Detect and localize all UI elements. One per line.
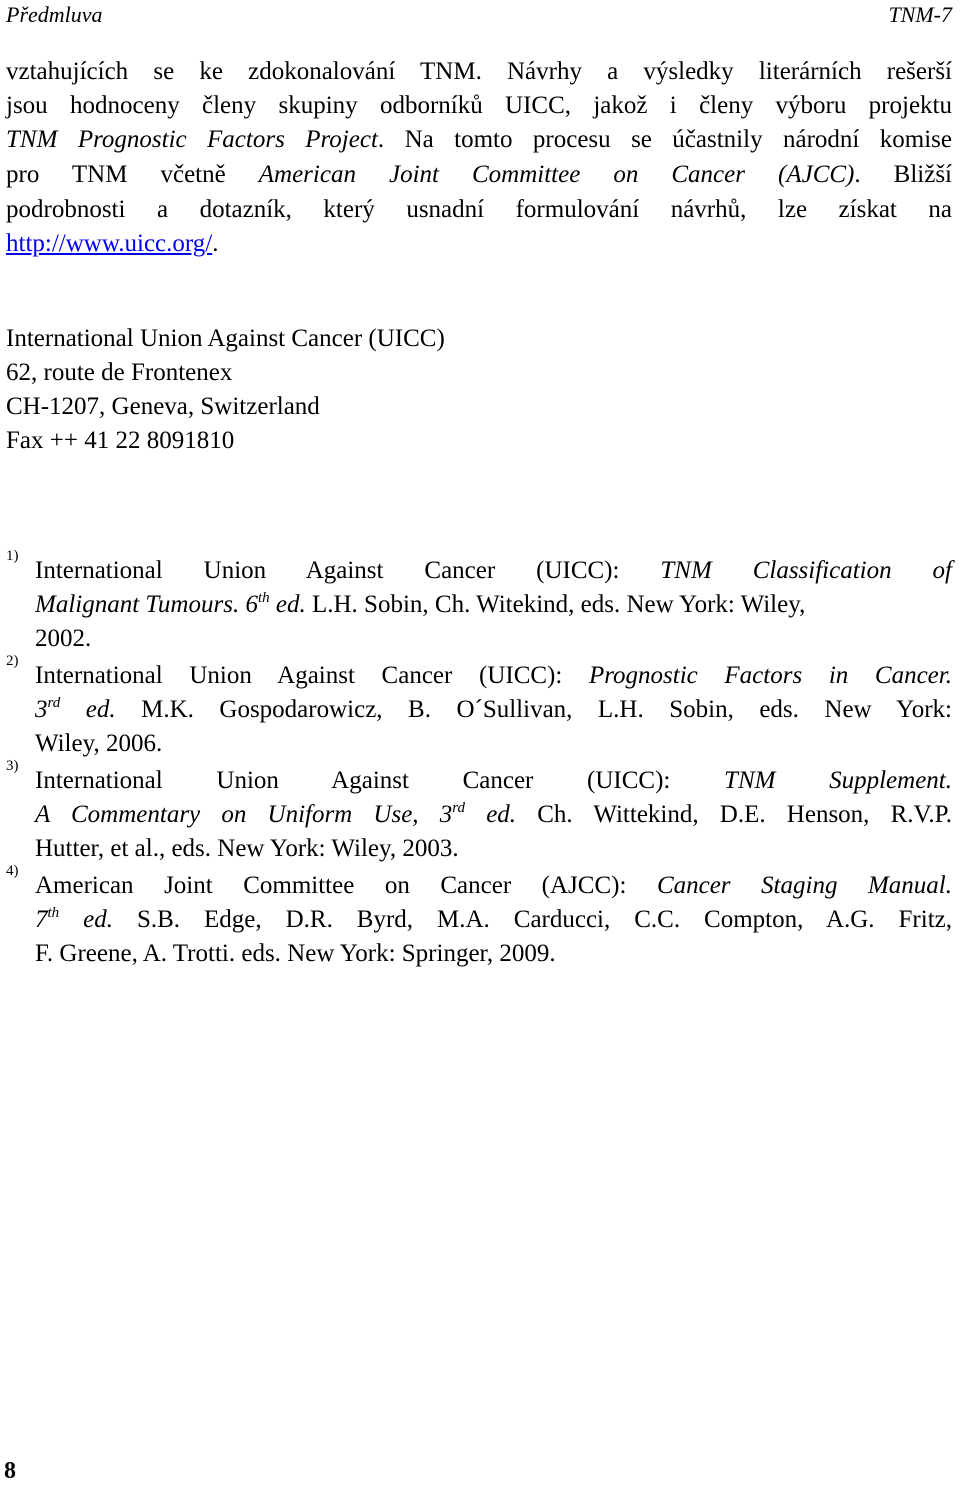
footnote-3-line-2: A Commentary on Uniform Use, 3rd ed. Ch. Wittekind, D.E. Henson, R.V.P. bbox=[35, 800, 952, 828]
header-section-title: Předmluva bbox=[6, 2, 103, 27]
footnote-4-line-2: 7th ed. S.B. Edge, D.R. Byrd, M.A. Carducci, C.C. Compton, A.G. Fritz, bbox=[35, 905, 952, 933]
footnote-3-line-1: International Union Against Cancer (UICC): TNM Supplement. bbox=[35, 767, 953, 794]
footnote-4-line-3: F. Greene, A. Trotti. eds. New York: Springer, 2009. bbox=[35, 940, 556, 967]
uicc-link[interactable]: http://www.uicc.org/ bbox=[6, 230, 213, 257]
footnote-number-1: 1) bbox=[6, 548, 19, 564]
footnote-2-line-3: Wiley, 2006. bbox=[35, 730, 163, 757]
footnote-3-line-3: Hutter, et al., eds. New York: Wiley, 2003. bbox=[35, 835, 459, 862]
footnote-1-line-1: International Union Against Cancer (UICC): TNM Classification of bbox=[35, 557, 952, 584]
footnote-2-line-2: 3rd ed. M.K. Gospodarowicz, B. O´Sullivan, L.H. Sobin, eds. New York: bbox=[35, 695, 952, 723]
header-section-id: TNM-7 bbox=[888, 2, 952, 27]
intro-line-6: http://www.uicc.org/. bbox=[6, 230, 219, 257]
intro-line-1: vztahujících se ke zdokonalování TNM. Návrhy a výsledky literárních rešerší bbox=[6, 58, 952, 85]
intro-line-4: pro TNM včetně American Joint Committee on Cancer (AJCC). Bližší bbox=[6, 161, 952, 188]
address-line-4: Fax ++ 41 22 8091810 bbox=[6, 427, 235, 454]
page-number: 8 bbox=[4, 1458, 16, 1484]
address-line-3: CH-1207, Geneva, Switzerland bbox=[6, 393, 320, 420]
address-line-1: International Union Against Cancer (UICC) bbox=[6, 325, 445, 352]
footnote-number-2: 2) bbox=[6, 653, 19, 669]
project-name: TNM Prognostic Factors Project bbox=[6, 126, 378, 153]
committee-name: American Joint Committee on Cancer (AJCC) bbox=[258, 161, 855, 188]
footnote-4-line-1: American Joint Committee on Cancer (AJCC): Cancer Staging Manual. bbox=[35, 872, 952, 899]
footnote-number-3: 3) bbox=[6, 758, 19, 774]
footnote-2-line-1: International Union Against Cancer (UICC): Prognostic Factors in Cancer. bbox=[35, 662, 952, 689]
footnote-1-line-2: Malignant Tumours. 6th ed. L.H. Sobin, Ch. Witekind, eds. New York: Wiley, bbox=[35, 590, 806, 618]
address-line-2: 62, route de Frontenex bbox=[6, 359, 233, 386]
intro-line-5: podrobnosti a dotazník, který usnadní formulování návrhů, lze získat na bbox=[6, 196, 952, 223]
intro-line-2: jsou hodnoceny členy skupiny odborníků UICC, jakož i členy výboru projektu bbox=[6, 92, 952, 119]
footnote-1-line-3: 2002. bbox=[35, 625, 92, 652]
footnote-number-4: 4) bbox=[6, 863, 19, 879]
intro-line-3: TNM Prognostic Factors Project. Na tomto procesu se účastnily národní komise bbox=[6, 126, 952, 153]
